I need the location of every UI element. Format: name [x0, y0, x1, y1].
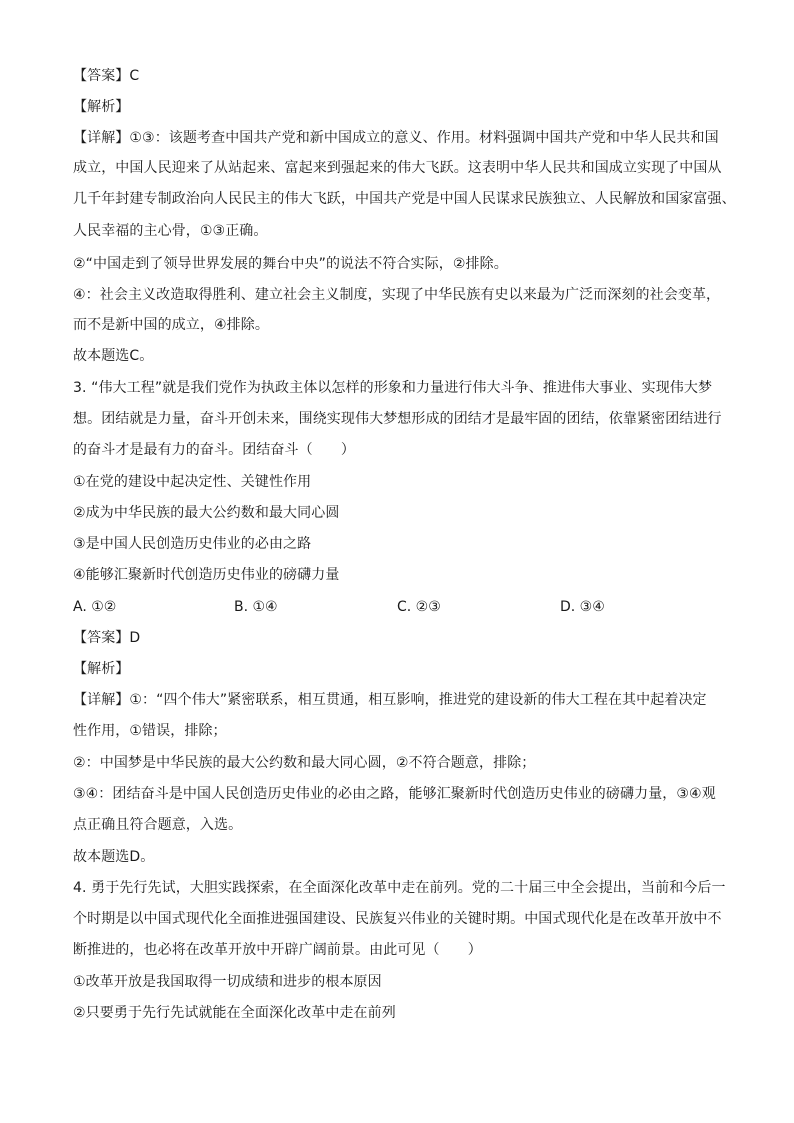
explanation-line: ②“中国走到了领导世界发展的舞台中央”的说法不符合实际，②排除。: [73, 256, 508, 272]
option-c: C. ②③: [397, 599, 441, 615]
explanation-line: 成立，中国人民迎来了从站起来、富起来到强起来的伟大飞跃。这表明中华人民共和国成立实现了中国从: [73, 160, 722, 176]
analysis-label-q3: 【解析】: [73, 661, 130, 677]
statement-2: ②成为中华民族的最大公约数和最大同心圆: [73, 505, 340, 521]
explanation-line: ③④：团结奋斗是中国人民创造历史伟业的必由之路，能够汇聚新时代创造历史伟业的磅礴力量，③④观: [73, 786, 716, 802]
question-4-stem: 4. 勇于先行先试，大胆实践探索，在全面深化改革中走在前列。党的二十届三中全会提出，当前和今后一: [73, 880, 726, 896]
option-d: D. ③④: [560, 599, 605, 615]
explanation-line: ④：社会主义改造取得胜利、建立社会主义制度，实现了中华民族有史以来最为广泛而深刻的社会变革，: [73, 287, 721, 303]
explanation-line: ②：中国梦是中华民族的最大公约数和最大同心圆，②不符合题意，排除；: [73, 755, 536, 771]
option-b: B. ①④: [234, 599, 278, 615]
explanation-line: 【详解】①③：该题考查中国共产党和新中国成立的意义、作用。材料强调中国共产党和中华人民共和国: [73, 130, 719, 146]
question-3-stem: 的奋斗才是最有力的奋斗。团结奋斗（ ）: [73, 442, 355, 458]
explanation-line: 点正确且符合题意，入选。: [73, 817, 243, 833]
conclusion-line: 故本题选D。: [73, 849, 155, 865]
statement-4: ④能够汇聚新时代创造历史伟业的磅礴力量: [73, 567, 340, 583]
statement-2: ②只要勇于先行先试就能在全面深化改革中走在前列: [73, 1005, 396, 1021]
option-a: A. ①②: [73, 599, 117, 615]
explanation-line: 人民幸福的主心骨，①③正确。: [73, 223, 268, 239]
statement-3: ③是中国人民创造历史伟业的必由之路: [73, 536, 312, 552]
answer-options: [73, 598, 733, 616]
question-3-stem: 3. “伟大工程”就是我们党作为执政主体以怎样的形象和力量进行伟大斗争、推进伟大事业、实现伟大梦: [73, 380, 713, 396]
statement-1: ①在党的建设中起决定性、关键性作用: [73, 474, 312, 490]
question-4-stem: 断推进的，也必将在改革开放中开辟广阔前景。由此可见（ ）: [73, 942, 482, 958]
analysis-label-q2: 【解析】: [73, 99, 130, 115]
question-3-stem: 想。团结就是力量，奋斗开创未来，围绕实现伟大梦想形成的团结才是最牢固的团结，依靠紧密团结进行: [73, 411, 722, 427]
question-4-stem: 个时期是以中国式现代化全面推进强国建设、民族复兴伟业的关键时期。中国式现代化是在改革开放中不: [73, 911, 722, 927]
conclusion-line: 故本题选C。: [73, 348, 154, 364]
explanation-line: 而不是新中国的成立，④排除。: [73, 317, 269, 333]
answer-label-q3: 【答案】D: [73, 630, 141, 646]
explanation-line: 几千年封建专制政治向人民民主的伟大飞跃，中国共产党是中国人民谋求民族独立、人民解放和国家富强、: [73, 191, 736, 207]
explanation-line: 性作用，①错误，排除；: [73, 723, 227, 739]
answer-label-q2: 【答案】C: [73, 68, 140, 84]
explanation-line: 【详解】①：“四个伟大”紧密联系，相互贯通，相互影响，推进党的建设新的伟大工程在其中起着决定: [73, 692, 707, 708]
statement-1: ①改革开放是我国取得一切成绩和进步的根本原因: [73, 974, 382, 990]
